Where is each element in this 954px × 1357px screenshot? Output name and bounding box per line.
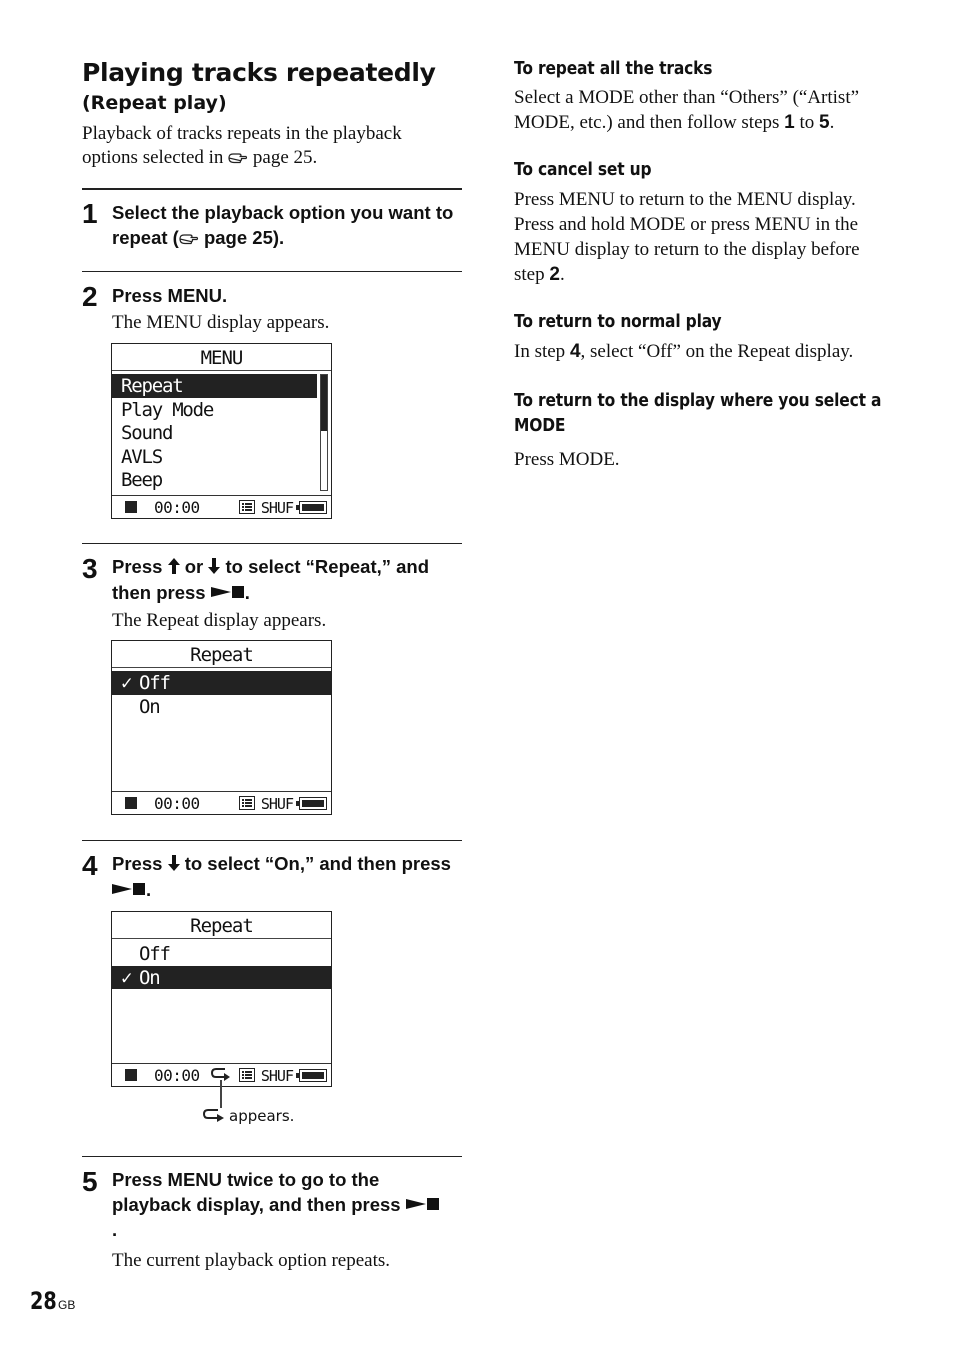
step-number: 1 xyxy=(82,198,98,229)
step-4-heading-a: Press xyxy=(112,853,163,874)
checkmark-icon: ✓ xyxy=(121,966,132,989)
body-repeat-all xyxy=(514,85,894,135)
option-label: Off xyxy=(139,943,170,965)
body-text: , select “Off” on the Repeat display. xyxy=(580,341,854,362)
repeat-icon xyxy=(203,1108,225,1124)
menu-item-avls: AVLS xyxy=(121,445,162,468)
step-divider xyxy=(82,271,462,272)
step-5-heading: Press MENU twice to go to the playback display, and then press . xyxy=(112,1167,442,1242)
body-text: . xyxy=(559,264,565,285)
body-text: Press MENU to return to the MENU display. Press and hold MODE or press MENU in the MENU display to return to the display before step xyxy=(514,189,860,285)
callout-text: appears. xyxy=(229,1107,295,1125)
step-3-body: The Repeat display appears. xyxy=(112,610,327,631)
status-bar xyxy=(112,495,331,518)
step-2-body: The MENU display appears. xyxy=(112,312,330,333)
step-divider xyxy=(82,1156,462,1157)
body-text: Select a MODE other than “Others” (“Artist” MODE, etc.) and then follow steps xyxy=(514,87,860,133)
intro-text-a: Playback of tracks repeats in the playback options selected in xyxy=(82,123,402,168)
play-stop-icon xyxy=(211,580,245,605)
step-2-heading: Press MENU. xyxy=(112,285,228,306)
list-icon xyxy=(239,796,255,810)
menu-item-repeat: Repeat xyxy=(112,374,317,398)
repeat-option-on xyxy=(112,695,331,719)
reference-hand-icon xyxy=(179,227,199,252)
down-arrow-icon xyxy=(208,555,220,580)
body-text: In step xyxy=(514,341,566,362)
heading-cancel: To cancel set up xyxy=(514,159,652,180)
shuffle-label: SHUF xyxy=(260,1067,293,1085)
page-title: Playing tracks repeatedly xyxy=(82,58,436,87)
step-number: 4 xyxy=(82,850,98,881)
heading-select-mode: To return to the display where you select a MODE xyxy=(514,390,882,436)
stop-icon xyxy=(125,501,137,513)
repeat-screen-off xyxy=(111,640,332,815)
screen-title: MENU xyxy=(112,344,331,371)
menu-screen xyxy=(111,343,332,519)
step-4-heading: Press to select “On,” and then press . xyxy=(112,853,451,900)
step-divider xyxy=(82,840,462,841)
step-ref: 1 xyxy=(784,112,795,133)
repeat-option-on xyxy=(112,966,331,990)
step-1-heading-b: page 25). xyxy=(203,227,285,248)
scroll-thumb xyxy=(321,375,327,431)
list-icon xyxy=(239,1068,255,1082)
heading-normal-play: To return to normal play xyxy=(514,311,722,332)
body-text: . xyxy=(829,112,835,133)
shuffle-label: SHUF xyxy=(260,499,293,517)
step-1-heading-a: Select the playback option you want to repeat ( xyxy=(112,202,454,248)
body-cancel xyxy=(514,187,894,287)
step-3-heading-a: Press xyxy=(112,556,163,577)
repeat-option-off xyxy=(112,671,331,695)
step-divider xyxy=(82,188,462,190)
step-5-body: The current playback option repeats. xyxy=(112,1250,391,1271)
reference-hand-icon xyxy=(228,148,248,172)
down-arrow-icon xyxy=(168,852,180,877)
page-number: 28 xyxy=(30,1287,57,1315)
time-readout: 00:00 xyxy=(154,498,200,517)
step-ref: 5 xyxy=(819,112,830,133)
battery-icon xyxy=(299,501,327,514)
step-ref: 2 xyxy=(549,264,560,285)
play-stop-icon xyxy=(112,877,146,902)
heading-repeat-all: To repeat all the tracks xyxy=(514,58,713,79)
step-3-heading-b: or xyxy=(184,556,204,577)
battery-icon xyxy=(299,1069,327,1082)
option-label: On xyxy=(139,966,160,989)
page-subtitle: (Repeat play) xyxy=(82,92,227,114)
time-readout: 00:00 xyxy=(154,794,200,813)
play-stop-icon xyxy=(406,1192,440,1217)
body-normal-play xyxy=(514,339,894,364)
checkmark-icon: ✓ xyxy=(121,672,132,694)
repeat-option-off xyxy=(112,942,331,966)
menu-item-play-mode: Play Mode xyxy=(121,398,214,421)
stop-icon xyxy=(125,1069,137,1081)
step-4-heading-b: to select “On,” and then press xyxy=(184,853,451,874)
option-label: Off xyxy=(139,672,170,694)
time-readout: 00:00 xyxy=(154,1066,200,1085)
stop-icon xyxy=(125,797,137,809)
screen-title: Repeat xyxy=(112,912,331,939)
up-arrow-icon xyxy=(168,555,180,580)
menu-item-sound: Sound xyxy=(121,422,173,444)
step-1-heading xyxy=(112,200,467,252)
page-suffix: GB xyxy=(58,1298,76,1312)
list-icon xyxy=(239,500,255,514)
step-3-heading-c: to select “Repeat,” and then press xyxy=(112,556,430,603)
screen-title: Repeat xyxy=(112,641,331,668)
step-ref: 4 xyxy=(569,341,581,362)
step-number: 5 xyxy=(82,1166,98,1197)
step-divider xyxy=(82,543,462,544)
callout-line xyxy=(220,1080,222,1108)
body-select-mode: Press MODE. xyxy=(514,449,620,470)
step-5-heading-text: Press MENU twice to go to the playback display, and then press xyxy=(112,1169,401,1215)
scrollbar xyxy=(320,374,328,491)
intro-text xyxy=(82,122,462,172)
repeat-screen-on xyxy=(111,911,332,1087)
menu-item-beep: Beep xyxy=(121,469,162,491)
option-label: On xyxy=(139,695,160,718)
shuffle-label: SHUF xyxy=(260,795,293,813)
status-bar xyxy=(112,791,331,814)
intro-text-b: page 25. xyxy=(252,147,318,168)
body-text: to xyxy=(799,112,815,133)
step-number: 2 xyxy=(82,281,98,312)
step-number: 3 xyxy=(82,553,98,584)
step-3-heading: Press or to select “Repeat,” and then press . xyxy=(112,556,430,603)
battery-icon xyxy=(299,797,327,810)
